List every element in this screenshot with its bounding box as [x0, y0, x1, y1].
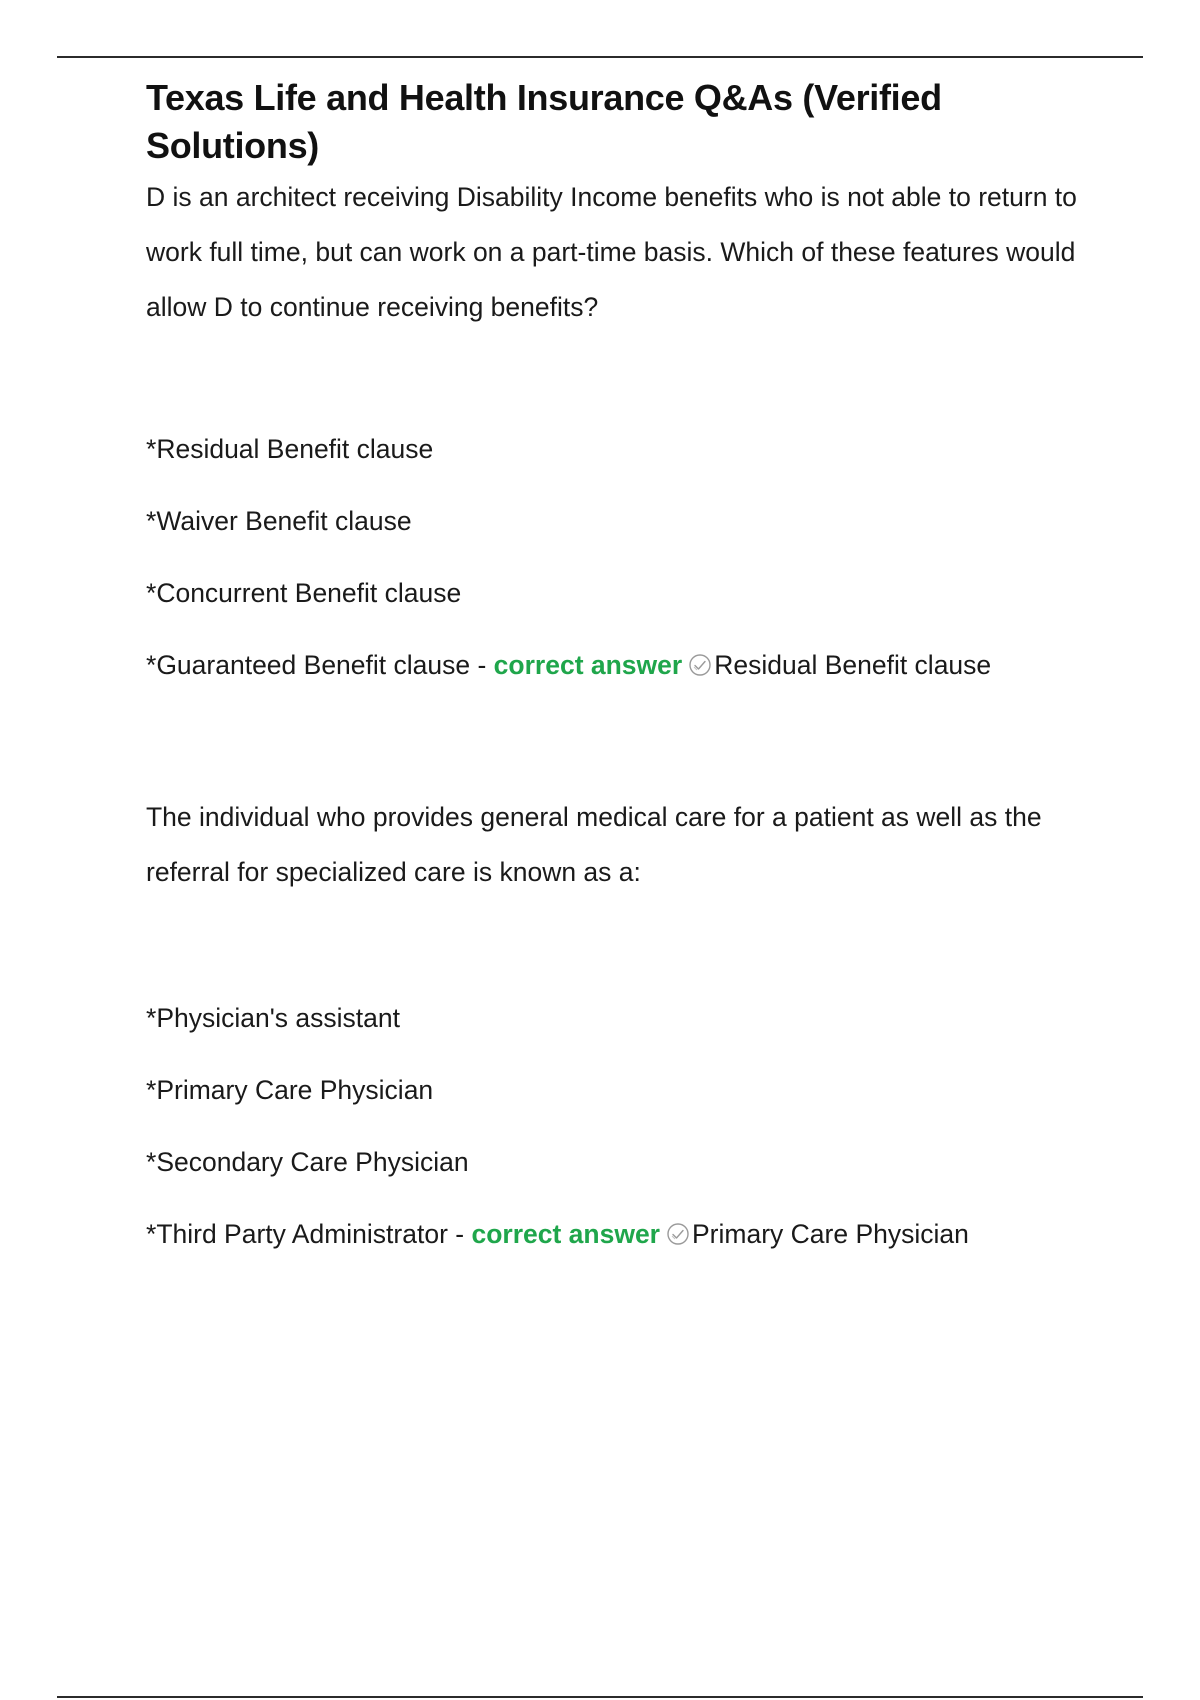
question-1-text: D is an architect receiving Disability Income benefits who is not able to return to work full time, but can work on a part-time basis. Which of these features would allow D to continue receiving benefits?	[146, 182, 1077, 322]
correct-answer-label: correct answer	[493, 650, 683, 680]
option-item-text: *Third Party Administrator -	[146, 1219, 472, 1249]
correct-answer-label: correct answer	[471, 1219, 660, 1249]
question-2-text: The individual who provides general medical care for a patient as well as the referral for specialized care is known as a:	[146, 802, 1042, 887]
question-2-options	[146, 1000, 1106, 1252]
check-circle-icon	[666, 1222, 690, 1246]
option-item-text: *Guaranteed Benefit clause -	[146, 650, 494, 680]
option-item-with-answer	[146, 1216, 1106, 1252]
question-1-options	[146, 431, 1106, 683]
option-item: *Residual Benefit clause	[146, 434, 434, 464]
question-1	[146, 170, 1106, 683]
document-title: Texas Life and Health Insurance Q&As (Verified Solutions)	[146, 77, 942, 166]
option-item: *Concurrent Benefit clause	[146, 578, 462, 608]
top-divider	[57, 56, 1143, 58]
option-item-with-answer	[146, 647, 1106, 683]
bottom-divider	[57, 1696, 1143, 1698]
option-item: *Waiver Benefit clause	[146, 506, 412, 536]
question-2	[146, 790, 1106, 1252]
answer-text: Primary Care Physician	[692, 1219, 969, 1249]
option-item: *Secondary Care Physician	[146, 1147, 469, 1177]
check-circle-icon	[688, 653, 712, 677]
document-body	[146, 74, 1106, 1252]
option-item: *Primary Care Physician	[146, 1075, 434, 1105]
answer-text: Residual Benefit clause	[714, 650, 992, 680]
option-item: *Physician's assistant	[146, 1003, 400, 1033]
